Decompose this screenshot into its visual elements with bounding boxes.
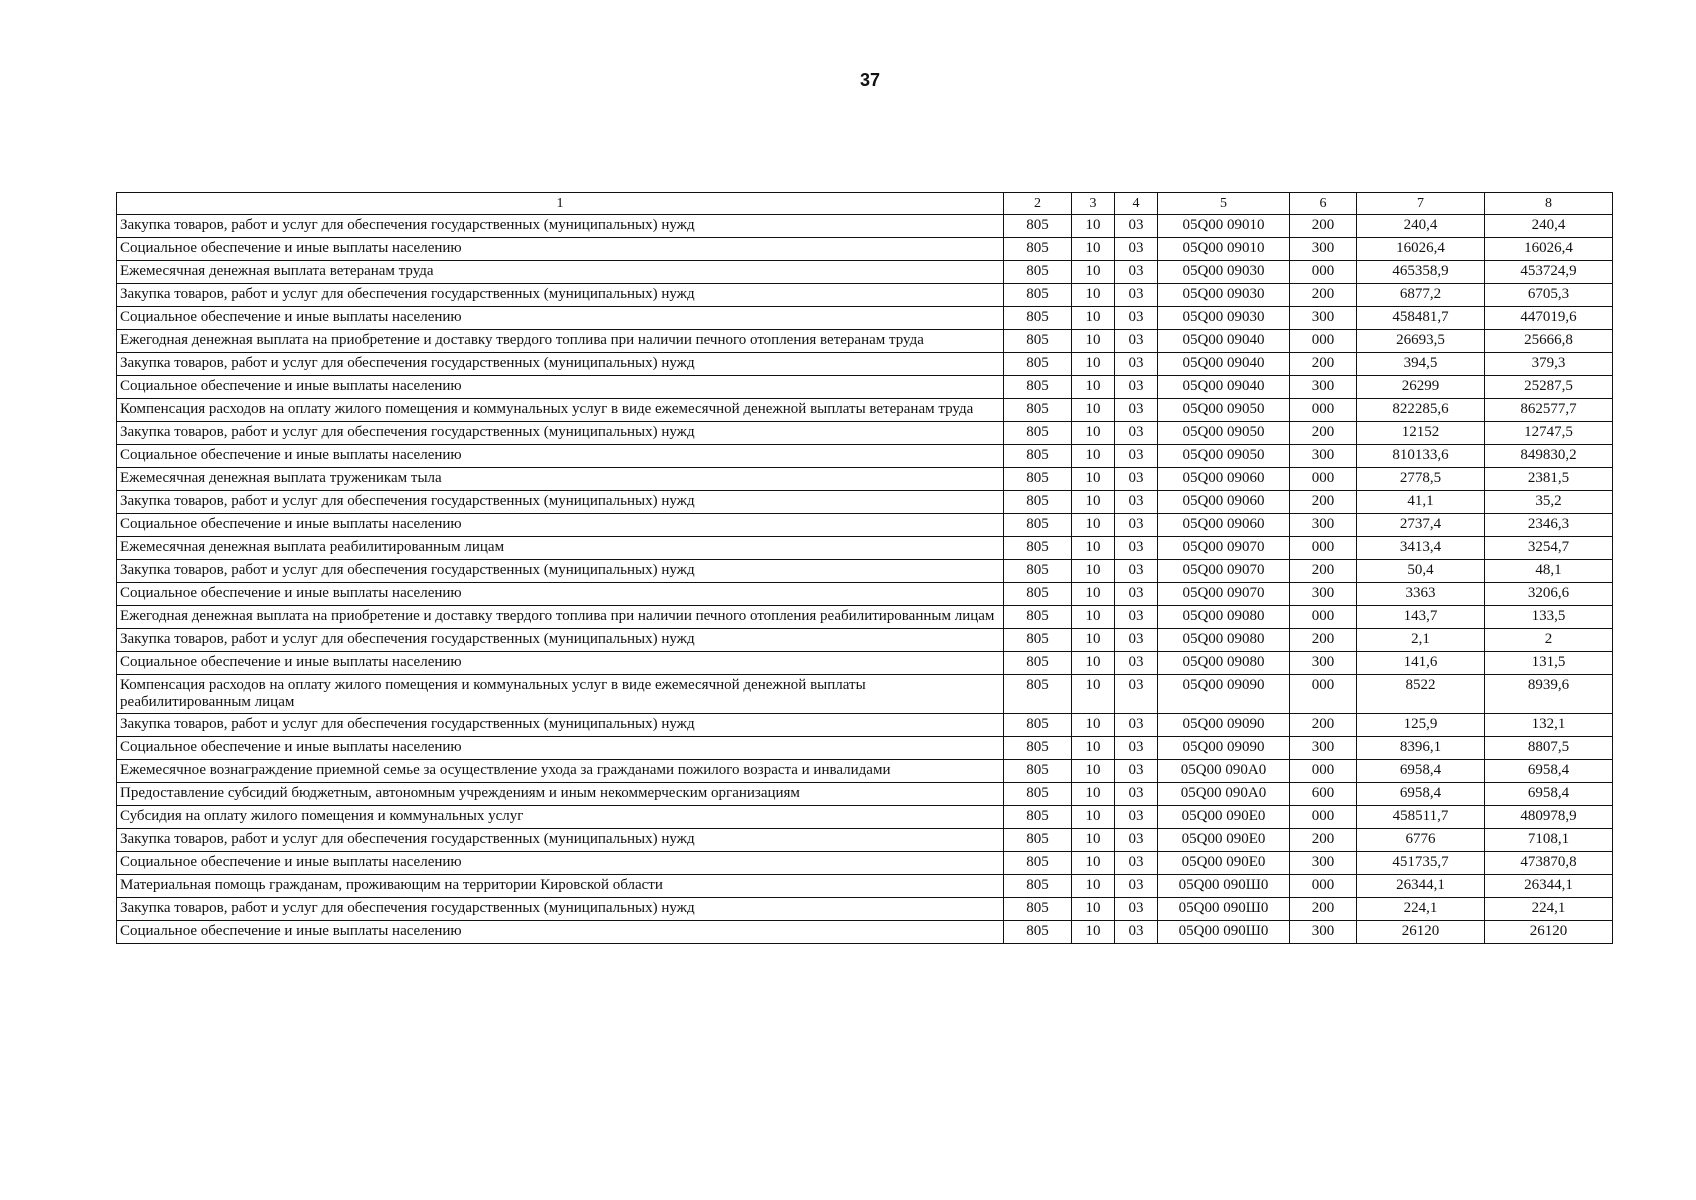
amount-year-2-cell: 240,4 [1485, 215, 1613, 238]
ministry-code-cell: 805 [1004, 629, 1072, 652]
target-article-cell: 05Q00 09060 [1158, 514, 1290, 537]
amount-year-2-cell: 453724,9 [1485, 261, 1613, 284]
table-row [117, 445, 1613, 468]
row-name-cell: Закупка товаров, работ и услуг для обеспечения государственных (муниципальных) нужд [117, 714, 1004, 737]
expense-type-cell: 000 [1290, 330, 1357, 353]
amount-year-2-cell: 26120 [1485, 921, 1613, 944]
ministry-code-cell: 805 [1004, 422, 1072, 445]
amount-year-1-cell: 3413,4 [1357, 537, 1485, 560]
subsection-code-cell: 03 [1115, 606, 1158, 629]
amount-year-2-cell: 48,1 [1485, 560, 1613, 583]
section-code-cell: 10 [1072, 514, 1115, 537]
target-article-cell: 05Q00 09070 [1158, 583, 1290, 606]
amount-year-1-cell: 458511,7 [1357, 806, 1485, 829]
column-header-4: 4 [1115, 193, 1158, 215]
amount-year-1-cell: 451735,7 [1357, 852, 1485, 875]
section-code-cell: 10 [1072, 399, 1115, 422]
expense-type-cell: 300 [1290, 238, 1357, 261]
row-name-cell: Ежемесячная денежная выплата труженикам тыла [117, 468, 1004, 491]
ministry-code-cell: 805 [1004, 445, 1072, 468]
section-code-cell: 10 [1072, 215, 1115, 238]
amount-year-2-cell: 3254,7 [1485, 537, 1613, 560]
row-name-cell: Социальное обеспечение и иные выплаты населению [117, 238, 1004, 261]
table-row [117, 606, 1613, 629]
amount-year-2-cell: 133,5 [1485, 606, 1613, 629]
subsection-code-cell: 03 [1115, 875, 1158, 898]
ministry-code-cell: 805 [1004, 491, 1072, 514]
table-row [117, 330, 1613, 353]
table-row [117, 921, 1613, 944]
ministry-code-cell: 805 [1004, 307, 1072, 330]
row-name-cell: Социальное обеспечение и иные выплаты населению [117, 852, 1004, 875]
amount-year-1-cell: 2,1 [1357, 629, 1485, 652]
ministry-code-cell: 805 [1004, 875, 1072, 898]
amount-year-1-cell: 41,1 [1357, 491, 1485, 514]
ministry-code-cell: 805 [1004, 215, 1072, 238]
target-article-cell: 05Q00 09040 [1158, 353, 1290, 376]
target-article-cell: 05Q00 090E0 [1158, 829, 1290, 852]
section-code-cell: 10 [1072, 629, 1115, 652]
ministry-code-cell: 805 [1004, 353, 1072, 376]
expense-type-cell: 300 [1290, 652, 1357, 675]
subsection-code-cell: 03 [1115, 629, 1158, 652]
table-row [117, 898, 1613, 921]
target-article-cell: 05Q00 09060 [1158, 491, 1290, 514]
column-header-7: 7 [1357, 193, 1485, 215]
amount-year-2-cell: 473870,8 [1485, 852, 1613, 875]
row-name-cell: Ежемесячное вознаграждение приемной семье за осуществление ухода за гражданами пожилого возраста и инвалидами [117, 760, 1004, 783]
expense-type-cell: 200 [1290, 353, 1357, 376]
section-code-cell: 10 [1072, 898, 1115, 921]
amount-year-1-cell: 8522 [1357, 675, 1485, 714]
section-code-cell: 10 [1072, 652, 1115, 675]
target-article-cell: 05Q00 09010 [1158, 215, 1290, 238]
section-code-cell: 10 [1072, 737, 1115, 760]
section-code-cell: 10 [1072, 783, 1115, 806]
target-article-cell: 05Q00 09030 [1158, 284, 1290, 307]
expense-type-cell: 000 [1290, 468, 1357, 491]
amount-year-2-cell: 379,3 [1485, 353, 1613, 376]
amount-year-1-cell: 822285,6 [1357, 399, 1485, 422]
expense-type-cell: 600 [1290, 783, 1357, 806]
section-code-cell: 10 [1072, 560, 1115, 583]
expense-type-cell: 000 [1290, 875, 1357, 898]
amount-year-2-cell: 2381,5 [1485, 468, 1613, 491]
section-code-cell: 10 [1072, 307, 1115, 330]
row-name-cell: Закупка товаров, работ и услуг для обеспечения государственных (муниципальных) нужд [117, 898, 1004, 921]
amount-year-1-cell: 465358,9 [1357, 261, 1485, 284]
subsection-code-cell: 03 [1115, 760, 1158, 783]
section-code-cell: 10 [1072, 606, 1115, 629]
table-row [117, 376, 1613, 399]
column-header-3: 3 [1072, 193, 1115, 215]
section-code-cell: 10 [1072, 852, 1115, 875]
amount-year-2-cell: 7108,1 [1485, 829, 1613, 852]
row-name-cell: Социальное обеспечение и иные выплаты населению [117, 376, 1004, 399]
subsection-code-cell: 03 [1115, 353, 1158, 376]
subsection-code-cell: 03 [1115, 399, 1158, 422]
ministry-code-cell: 805 [1004, 652, 1072, 675]
table-row [117, 675, 1613, 714]
row-name-cell: Социальное обеспечение и иные выплаты населению [117, 445, 1004, 468]
table-row [117, 652, 1613, 675]
row-name-cell: Ежегодная денежная выплата на приобретение и доставку твердого топлива при наличии печного отопления ветеранам труда [117, 330, 1004, 353]
amount-year-2-cell: 862577,7 [1485, 399, 1613, 422]
amount-year-1-cell: 8396,1 [1357, 737, 1485, 760]
amount-year-1-cell: 16026,4 [1357, 238, 1485, 261]
table-row [117, 238, 1613, 261]
amount-year-2-cell: 16026,4 [1485, 238, 1613, 261]
ministry-code-cell: 805 [1004, 560, 1072, 583]
section-code-cell: 10 [1072, 422, 1115, 445]
subsection-code-cell: 03 [1115, 652, 1158, 675]
subsection-code-cell: 03 [1115, 238, 1158, 261]
table-row [117, 514, 1613, 537]
amount-year-2-cell: 131,5 [1485, 652, 1613, 675]
subsection-code-cell: 03 [1115, 215, 1158, 238]
table-row [117, 261, 1613, 284]
section-code-cell: 10 [1072, 238, 1115, 261]
expense-type-cell: 200 [1290, 714, 1357, 737]
subsection-code-cell: 03 [1115, 852, 1158, 875]
subsection-code-cell: 03 [1115, 675, 1158, 714]
amount-year-2-cell: 25287,5 [1485, 376, 1613, 399]
ministry-code-cell: 805 [1004, 514, 1072, 537]
section-code-cell: 10 [1072, 491, 1115, 514]
amount-year-1-cell: 26344,1 [1357, 875, 1485, 898]
section-code-cell: 10 [1072, 875, 1115, 898]
amount-year-1-cell: 240,4 [1357, 215, 1485, 238]
amount-year-1-cell: 810133,6 [1357, 445, 1485, 468]
expense-type-cell: 200 [1290, 215, 1357, 238]
row-name-cell: Предоставление субсидий бюджетным, автономным учреждениям и иным некоммерческим организациям [117, 783, 1004, 806]
section-code-cell: 10 [1072, 468, 1115, 491]
column-header-5: 5 [1158, 193, 1290, 215]
target-article-cell: 05Q00 09080 [1158, 629, 1290, 652]
row-name-cell: Социальное обеспечение и иные выплаты населению [117, 583, 1004, 606]
target-article-cell: 05Q00 09090 [1158, 737, 1290, 760]
table-row [117, 468, 1613, 491]
row-name-cell: Закупка товаров, работ и услуг для обеспечения государственных (муниципальных) нужд [117, 422, 1004, 445]
target-article-cell: 05Q00 090A0 [1158, 783, 1290, 806]
header-row [117, 193, 1613, 215]
target-article-cell: 05Q00 09070 [1158, 537, 1290, 560]
table-row [117, 806, 1613, 829]
ministry-code-cell: 805 [1004, 737, 1072, 760]
subsection-code-cell: 03 [1115, 491, 1158, 514]
ministry-code-cell: 805 [1004, 399, 1072, 422]
amount-year-1-cell: 394,5 [1357, 353, 1485, 376]
ministry-code-cell: 805 [1004, 261, 1072, 284]
target-article-cell: 05Q00 090E0 [1158, 852, 1290, 875]
target-article-cell: 05Q00 09050 [1158, 445, 1290, 468]
amount-year-2-cell: 6705,3 [1485, 284, 1613, 307]
column-header-6: 6 [1290, 193, 1357, 215]
section-code-cell: 10 [1072, 921, 1115, 944]
target-article-cell: 05Q00 09050 [1158, 399, 1290, 422]
row-name-cell: Материальная помощь гражданам, проживающим на территории Кировской области [117, 875, 1004, 898]
section-code-cell: 10 [1072, 445, 1115, 468]
row-name-cell: Компенсация расходов на оплату жилого помещения и коммунальных услуг в виде ежемесячной денежной выплаты ветеранам труда [117, 399, 1004, 422]
table-row [117, 583, 1613, 606]
ministry-code-cell: 805 [1004, 330, 1072, 353]
row-name-cell: Закупка товаров, работ и услуг для обеспечения государственных (муниципальных) нужд [117, 560, 1004, 583]
amount-year-2-cell: 35,2 [1485, 491, 1613, 514]
ministry-code-cell: 805 [1004, 537, 1072, 560]
row-name-cell: Ежегодная денежная выплата на приобретение и доставку твердого топлива при наличии печного отопления реабилитированным лицам [117, 606, 1004, 629]
amount-year-1-cell: 2737,4 [1357, 514, 1485, 537]
subsection-code-cell: 03 [1115, 921, 1158, 944]
section-code-cell: 10 [1072, 714, 1115, 737]
table-row [117, 829, 1613, 852]
amount-year-1-cell: 26693,5 [1357, 330, 1485, 353]
budget-table [116, 192, 1613, 944]
column-header-1: 1 [117, 193, 1004, 215]
amount-year-1-cell: 458481,7 [1357, 307, 1485, 330]
ministry-code-cell: 805 [1004, 583, 1072, 606]
row-name-cell: Ежемесячная денежная выплата реабилитированным лицам [117, 537, 1004, 560]
expense-type-cell: 200 [1290, 560, 1357, 583]
expense-type-cell: 000 [1290, 760, 1357, 783]
expense-type-cell: 200 [1290, 829, 1357, 852]
table-body [117, 215, 1613, 944]
row-name-cell: Закупка товаров, работ и услуг для обеспечения государственных (муниципальных) нужд [117, 215, 1004, 238]
table-row [117, 760, 1613, 783]
ministry-code-cell: 805 [1004, 606, 1072, 629]
amount-year-1-cell: 6958,4 [1357, 760, 1485, 783]
expense-type-cell: 300 [1290, 583, 1357, 606]
expense-type-cell: 000 [1290, 606, 1357, 629]
amount-year-2-cell: 2346,3 [1485, 514, 1613, 537]
amount-year-2-cell: 3206,6 [1485, 583, 1613, 606]
ministry-code-cell: 805 [1004, 675, 1072, 714]
expense-type-cell: 300 [1290, 445, 1357, 468]
expense-type-cell: 300 [1290, 737, 1357, 760]
subsection-code-cell: 03 [1115, 783, 1158, 806]
amount-year-1-cell: 141,6 [1357, 652, 1485, 675]
expense-type-cell: 200 [1290, 629, 1357, 652]
ministry-code-cell: 805 [1004, 238, 1072, 261]
column-header-8: 8 [1485, 193, 1613, 215]
target-article-cell: 05Q00 09040 [1158, 330, 1290, 353]
expense-type-cell: 300 [1290, 307, 1357, 330]
amount-year-1-cell: 125,9 [1357, 714, 1485, 737]
target-article-cell: 05Q00 09030 [1158, 307, 1290, 330]
amount-year-1-cell: 143,7 [1357, 606, 1485, 629]
table-row [117, 537, 1613, 560]
expense-type-cell: 000 [1290, 399, 1357, 422]
table-row [117, 491, 1613, 514]
row-name-cell: Социальное обеспечение и иные выплаты населению [117, 737, 1004, 760]
target-article-cell: 05Q00 09090 [1158, 714, 1290, 737]
subsection-code-cell: 03 [1115, 330, 1158, 353]
section-code-cell: 10 [1072, 330, 1115, 353]
subsection-code-cell: 03 [1115, 737, 1158, 760]
subsection-code-cell: 03 [1115, 583, 1158, 606]
expense-type-cell: 300 [1290, 514, 1357, 537]
row-name-cell: Социальное обеспечение и иные выплаты населению [117, 514, 1004, 537]
section-code-cell: 10 [1072, 583, 1115, 606]
ministry-code-cell: 805 [1004, 714, 1072, 737]
amount-year-1-cell: 26299 [1357, 376, 1485, 399]
row-name-cell: Ежемесячная денежная выплата ветеранам труда [117, 261, 1004, 284]
expense-type-cell: 300 [1290, 921, 1357, 944]
table-row [117, 783, 1613, 806]
section-code-cell: 10 [1072, 675, 1115, 714]
target-article-cell: 05Q00 090E0 [1158, 806, 1290, 829]
expense-type-cell: 300 [1290, 852, 1357, 875]
amount-year-1-cell: 224,1 [1357, 898, 1485, 921]
amount-year-1-cell: 6776 [1357, 829, 1485, 852]
table-row [117, 629, 1613, 652]
subsection-code-cell: 03 [1115, 468, 1158, 491]
target-article-cell: 05Q00 09010 [1158, 238, 1290, 261]
amount-year-2-cell: 8939,6 [1485, 675, 1613, 714]
target-article-cell: 05Q00 09080 [1158, 652, 1290, 675]
amount-year-1-cell: 26120 [1357, 921, 1485, 944]
expense-type-cell: 000 [1290, 806, 1357, 829]
ministry-code-cell: 805 [1004, 852, 1072, 875]
section-code-cell: 10 [1072, 284, 1115, 307]
amount-year-2-cell: 26344,1 [1485, 875, 1613, 898]
ministry-code-cell: 805 [1004, 921, 1072, 944]
table-row [117, 284, 1613, 307]
ministry-code-cell: 805 [1004, 760, 1072, 783]
amount-year-1-cell: 50,4 [1357, 560, 1485, 583]
amount-year-2-cell: 480978,9 [1485, 806, 1613, 829]
row-name-cell: Закупка товаров, работ и услуг для обеспечения государственных (муниципальных) нужд [117, 629, 1004, 652]
ministry-code-cell: 805 [1004, 806, 1072, 829]
expense-type-cell: 000 [1290, 675, 1357, 714]
amount-year-2-cell: 25666,8 [1485, 330, 1613, 353]
section-code-cell: 10 [1072, 760, 1115, 783]
table-row [117, 875, 1613, 898]
section-code-cell: 10 [1072, 829, 1115, 852]
target-article-cell: 05Q00 090Ш0 [1158, 921, 1290, 944]
row-name-cell: Социальное обеспечение и иные выплаты населению [117, 307, 1004, 330]
ministry-code-cell: 805 [1004, 468, 1072, 491]
expense-type-cell: 200 [1290, 491, 1357, 514]
table-row [117, 215, 1613, 238]
page-number: 37 [859, 70, 881, 90]
subsection-code-cell: 03 [1115, 714, 1158, 737]
amount-year-1-cell: 2778,5 [1357, 468, 1485, 491]
subsection-code-cell: 03 [1115, 376, 1158, 399]
table-row [117, 852, 1613, 875]
ministry-code-cell: 805 [1004, 898, 1072, 921]
row-name-cell: Социальное обеспечение и иные выплаты населению [117, 921, 1004, 944]
target-article-cell: 05Q00 090Ш0 [1158, 875, 1290, 898]
column-header-2: 2 [1004, 193, 1072, 215]
target-article-cell: 05Q00 090Ш0 [1158, 898, 1290, 921]
expense-type-cell: 200 [1290, 898, 1357, 921]
ministry-code-cell: 805 [1004, 829, 1072, 852]
amount-year-2-cell: 6958,4 [1485, 783, 1613, 806]
amount-year-1-cell: 3363 [1357, 583, 1485, 606]
row-name-cell: Субсидия на оплату жилого помещения и коммунальных услуг [117, 806, 1004, 829]
target-article-cell: 05Q00 09050 [1158, 422, 1290, 445]
ministry-code-cell: 805 [1004, 376, 1072, 399]
amount-year-2-cell: 8807,5 [1485, 737, 1613, 760]
table-row [117, 307, 1613, 330]
target-article-cell: 05Q00 09060 [1158, 468, 1290, 491]
expense-type-cell: 000 [1290, 261, 1357, 284]
subsection-code-cell: 03 [1115, 514, 1158, 537]
row-name-cell: Закупка товаров, работ и услуг для обеспечения государственных (муниципальных) нужд [117, 284, 1004, 307]
section-code-cell: 10 [1072, 261, 1115, 284]
target-article-cell: 05Q00 09030 [1158, 261, 1290, 284]
table-row [117, 399, 1613, 422]
section-code-cell: 10 [1072, 376, 1115, 399]
table-row [117, 422, 1613, 445]
table-row [117, 737, 1613, 760]
row-name-cell: Компенсация расходов на оплату жилого помещения и коммунальных услуг в виде ежемесячной денежной выплаты реабилитированным лицам [117, 675, 1004, 714]
table-row [117, 353, 1613, 376]
amount-year-2-cell: 849830,2 [1485, 445, 1613, 468]
subsection-code-cell: 03 [1115, 445, 1158, 468]
section-code-cell: 10 [1072, 537, 1115, 560]
target-article-cell: 05Q00 09070 [1158, 560, 1290, 583]
subsection-code-cell: 03 [1115, 560, 1158, 583]
amount-year-2-cell: 6958,4 [1485, 760, 1613, 783]
amount-year-2-cell: 12747,5 [1485, 422, 1613, 445]
target-article-cell: 05Q00 090A0 [1158, 760, 1290, 783]
target-article-cell: 05Q00 09080 [1158, 606, 1290, 629]
target-article-cell: 05Q00 09090 [1158, 675, 1290, 714]
subsection-code-cell: 03 [1115, 307, 1158, 330]
row-name-cell: Социальное обеспечение и иные выплаты населению [117, 652, 1004, 675]
amount-year-2-cell: 224,1 [1485, 898, 1613, 921]
row-name-cell: Закупка товаров, работ и услуг для обеспечения государственных (муниципальных) нужд [117, 353, 1004, 376]
row-name-cell: Закупка товаров, работ и услуг для обеспечения государственных (муниципальных) нужд [117, 829, 1004, 852]
amount-year-2-cell: 2 [1485, 629, 1613, 652]
ministry-code-cell: 805 [1004, 284, 1072, 307]
expense-type-cell: 200 [1290, 284, 1357, 307]
subsection-code-cell: 03 [1115, 261, 1158, 284]
subsection-code-cell: 03 [1115, 806, 1158, 829]
amount-year-1-cell: 12152 [1357, 422, 1485, 445]
table-row [117, 560, 1613, 583]
expense-type-cell: 000 [1290, 537, 1357, 560]
subsection-code-cell: 03 [1115, 537, 1158, 560]
row-name-cell: Закупка товаров, работ и услуг для обеспечения государственных (муниципальных) нужд [117, 491, 1004, 514]
expense-type-cell: 200 [1290, 422, 1357, 445]
subsection-code-cell: 03 [1115, 829, 1158, 852]
subsection-code-cell: 03 [1115, 284, 1158, 307]
amount-year-2-cell: 132,1 [1485, 714, 1613, 737]
section-code-cell: 10 [1072, 806, 1115, 829]
amount-year-1-cell: 6958,4 [1357, 783, 1485, 806]
ministry-code-cell: 805 [1004, 783, 1072, 806]
subsection-code-cell: 03 [1115, 422, 1158, 445]
table-row [117, 714, 1613, 737]
subsection-code-cell: 03 [1115, 898, 1158, 921]
amount-year-2-cell: 447019,6 [1485, 307, 1613, 330]
section-code-cell: 10 [1072, 353, 1115, 376]
amount-year-1-cell: 6877,2 [1357, 284, 1485, 307]
expense-type-cell: 300 [1290, 376, 1357, 399]
target-article-cell: 05Q00 09040 [1158, 376, 1290, 399]
